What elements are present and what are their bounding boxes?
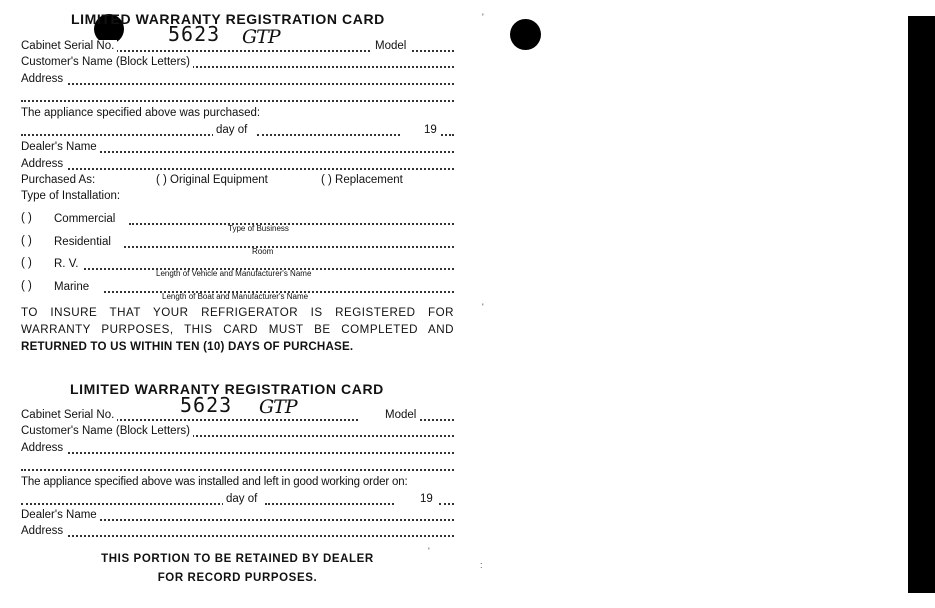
fill-line: [21, 469, 454, 471]
card1-instructions: [21, 304, 454, 355]
card1-rv-label: R. V.: [54, 258, 82, 270]
card1-customer-row[interactable]: [21, 55, 454, 69]
fill-line: [420, 419, 454, 421]
card2-serial-scrawl: GTP: [259, 396, 297, 418]
card1-customer-label: Customer's Name (Block Letters): [21, 56, 193, 68]
card1-original-equipment-checkbox[interactable]: ( ) Original Equipment: [156, 174, 268, 186]
card1-address-row-2[interactable]: [21, 89, 454, 103]
card1-year-label: 19: [421, 123, 440, 137]
fill-line: [21, 535, 454, 537]
card2-year-label: 19: [417, 492, 436, 506]
card1-instruction-line-2: WARRANTY PURPOSES, THIS CARD MUST BE COMPLETED AND: [21, 323, 454, 336]
fill-line: [124, 246, 454, 248]
scan-speck: ': [482, 302, 484, 312]
card2-day-of-label: day of: [223, 492, 260, 506]
fill-line: [407, 50, 454, 52]
fill-line: [257, 134, 400, 136]
card2-dealer-row[interactable]: [21, 508, 454, 522]
card1-serial-label: Cabinet Serial No.: [21, 40, 117, 52]
fill-line: [21, 83, 454, 85]
card1-residential-checkbox[interactable]: ( ): [21, 235, 32, 247]
card1-rv-checkbox[interactable]: ( ): [21, 257, 32, 269]
card1-commercial-checkbox[interactable]: ( ): [21, 212, 32, 224]
card2-retain-line-1: THIS PORTION TO BE RETAINED BY DEALER: [101, 553, 374, 565]
card1-dealer-address-label: Address: [21, 158, 66, 170]
card2-dealer-label: Dealer's Name: [21, 509, 100, 521]
scan-edge-bar: [908, 16, 935, 593]
card1-dealer-row[interactable]: [21, 140, 454, 154]
fill-line: [21, 168, 454, 170]
card2-dealer-address-label: Address: [21, 525, 66, 537]
card1-address-label: Address: [21, 73, 66, 85]
card2-serial-label: Cabinet Serial No.: [21, 409, 117, 421]
card1-replacement-checkbox[interactable]: ( ) Replacement: [321, 174, 403, 186]
card1-residential-row[interactable]: [54, 235, 454, 249]
fill-line: [265, 503, 394, 505]
card1-day-of-label: day of: [213, 123, 250, 137]
card2-installed-text: [21, 475, 461, 489]
card2-customer-label: Customer's Name (Block Letters): [21, 425, 193, 437]
card2-serial-handwritten: 5623: [180, 393, 233, 417]
card1-marine-checkbox[interactable]: ( ): [21, 280, 32, 292]
card1-instruction-line-3: RETURNED TO US WITHIN TEN (10) DAYS OF PURCHASE.: [21, 340, 354, 353]
fill-line: [21, 100, 454, 102]
card1-dealer-label: Dealer's Name: [21, 141, 100, 153]
card2-address-label: Address: [21, 442, 66, 454]
card2-address-row[interactable]: [21, 441, 454, 455]
card1-model-label: Model: [372, 39, 409, 53]
card1-dealer-address-row[interactable]: [21, 157, 454, 171]
card2-date-row[interactable]: [21, 492, 454, 506]
card2-dealer-address-row[interactable]: [21, 524, 454, 538]
card2-title: LIMITED WARRANTY REGISTRATION CARD: [70, 381, 384, 397]
card1-address-row[interactable]: [21, 72, 454, 86]
card2-address-row-2[interactable]: [21, 458, 454, 472]
fill-line: [84, 268, 454, 270]
card1-instruction-line-1: TO INSURE THAT YOUR REFRIGERATOR IS REGISTERED FOR: [21, 306, 454, 319]
card1-residential-label: Residential: [54, 236, 114, 248]
card1-serial-scrawl: GTP: [242, 26, 280, 48]
punch-hole-right: [510, 19, 541, 50]
scan-speck: ': [428, 546, 430, 556]
card2-installed-label: The appliance specified above was installed and left in good working order on:: [21, 476, 408, 488]
card1-residential-sublabel: Room: [252, 247, 274, 256]
card2-model-label: Model: [382, 408, 419, 422]
card1-installation-label: Type of Installation:: [21, 190, 121, 202]
card1-purchased-label: The appliance specified above was purchased:: [21, 107, 261, 119]
card1-commercial-label: Commercial: [54, 213, 118, 225]
card2-retain-line-2: FOR RECORD PURPOSES.: [157, 572, 318, 584]
card1-commercial-row[interactable]: [54, 212, 454, 226]
card1-marine-label: Marine: [54, 281, 92, 293]
card1-purchased-text: [21, 106, 454, 120]
fill-line: [438, 134, 454, 136]
card2-customer-row[interactable]: [21, 424, 454, 438]
fill-line: [21, 503, 224, 505]
card1-marine-sublabel: Length of Boat and Manufacturer's Name: [162, 292, 309, 301]
card1-rv-sublabel: Length of Vehicle and Manufacturer's Name: [156, 269, 312, 278]
scan-speck: ': [482, 12, 484, 22]
fill-line: [104, 291, 454, 293]
card1-purchased-as-label: Purchased As:: [21, 174, 96, 186]
card2-serial-row[interactable]: [21, 408, 454, 422]
fill-line: [439, 503, 454, 505]
card2-retain-notice: [21, 550, 454, 588]
card1-serial-row[interactable]: [21, 39, 454, 53]
card1-date-row[interactable]: [21, 123, 454, 137]
fill-line: [129, 223, 454, 225]
card1-commercial-sublabel: Type of Business: [228, 224, 289, 233]
card1-marine-row[interactable]: [54, 280, 454, 294]
scan-speck: :: [480, 560, 483, 570]
card1-title: LIMITED WARRANTY REGISTRATION CARD: [71, 11, 385, 27]
fill-line: [21, 134, 214, 136]
fill-line: [21, 452, 454, 454]
card1-serial-handwritten: 5623: [168, 22, 221, 46]
card1-rv-row[interactable]: [54, 257, 454, 271]
